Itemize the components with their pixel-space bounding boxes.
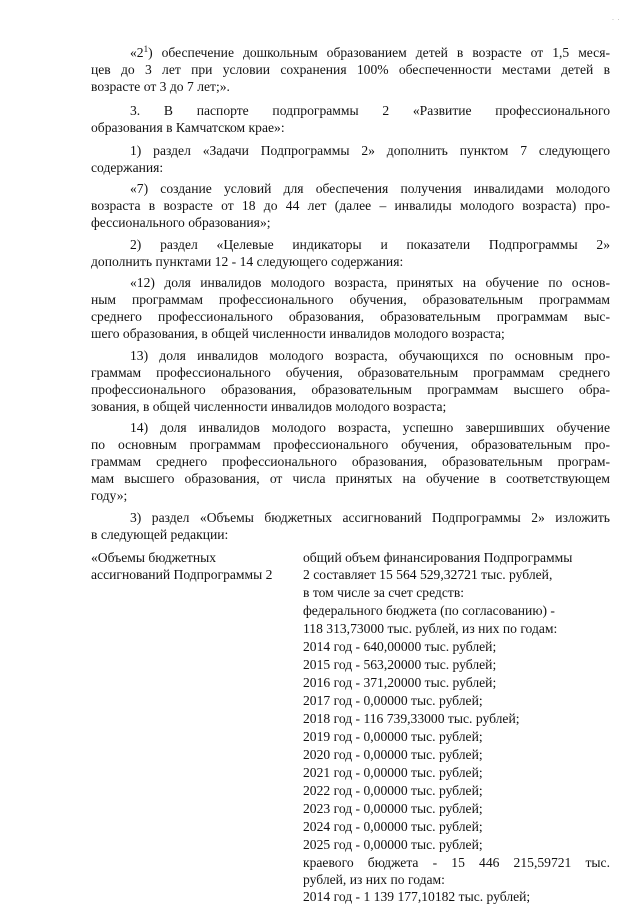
paragraph-2-line-1: 3. В паспорте подпрограммы 2 «Развитие профессионального [130,103,610,118]
paragraph-7-line-1: 13) доля инвалидов молодого возраста, обучающихся по основным про- [130,348,610,363]
table-value-line: 2 составляет 15 564 529,32721 тыс. рублей, [303,567,553,582]
table-value-line: 2017 год - 0,00000 тыс. рублей; [303,693,483,708]
paragraph-8-line-3: граммам среднего профессионального образования, образовательным програм- [91,454,610,469]
paragraph-8-line-5: году»; [91,488,128,503]
paragraph-7-line-4: зования, в общей численности инвалидов молодого возраста; [91,399,447,414]
table-value-line: общий объем финансирования Подпрограммы [303,550,573,565]
paragraph-5-line-1: 2) раздел «Целевые индикаторы и показатели Подпрограммы 2» [130,237,610,252]
table-value-line: 2015 год - 563,20000 тыс. рублей; [303,657,497,672]
corner-mark: · · [611,14,620,24]
table-value-line: 2022 год - 0,00000 тыс. рублей; [303,783,483,798]
paragraph-7-line-3: профессионального образования, образовательным программам высшего обра- [91,382,610,397]
table-value-line: рублей, из них по годам: [303,872,445,887]
paragraph-6-line-4: шего образования, в общей численности инвалидов молодого возраста; [91,326,505,341]
paragraph-4-line-2: возраста в возрасте от 18 до 44 лет (далее – инвалиды молодого возраста) про- [91,198,610,213]
paragraph-4-line-1: «7) создание условий для обеспечения получения инвалидами молодого [130,181,610,196]
paragraph-8-line-1: 14) доля инвалидов молодого возраста, успешно завершивших обучение [130,420,610,435]
table-value-line: 2014 год - 640,00000 тыс. рублей; [303,639,497,654]
paragraph-1-line-3: возрасте от 3 до 7 лет;». [91,79,230,94]
table-value-line: краевого бюджета - 15 446 215,59721 тыс. [303,855,610,870]
table-value-line: 2024 год - 0,00000 тыс. рублей; [303,819,483,834]
table-value-line: 2021 год - 0,00000 тыс. рублей; [303,765,483,780]
table-value-line: 2018 год - 116 739,33000 тыс. рублей; [303,711,520,726]
paragraph-1-line-1 [130,44,610,61]
paragraph-8-line-4: мам высшего образования, от числа принятых на обучение в соответствующем [91,471,610,486]
paragraph-6-line-2: ным программам профессионального обучения, образовательным программам [91,292,610,307]
paragraph-1-text: ) обеспечение дошкольным образованием детей в возрасте от 1,5 меся- [148,45,610,60]
table-value-line: 2025 год - 0,00000 тыс. рублей; [303,837,483,852]
table-value-line: 2020 год - 0,00000 тыс. рублей; [303,747,483,762]
paragraph-2-line-2: образования в Камчатском крае»: [91,120,285,135]
table-value-line: 2023 год - 0,00000 тыс. рублей; [303,801,483,816]
paragraph-3-line-1: 1) раздел «Задачи Подпрограммы 2» дополнить пунктом 7 следующего [130,143,610,158]
paragraph-8-line-2: по основным программам профессионального обучения, образовательным про- [91,437,610,452]
table-value-line: федерального бюджета (по согласованию) - [303,603,555,618]
paragraph-6-line-3: среднего профессионального образования, образовательным программам выс- [91,309,610,324]
table-value-line: 2019 год - 0,00000 тыс. рублей; [303,729,483,744]
table-label-line-2: ассигнований Подпрограммы 2 [91,567,273,582]
superscript-mark: 1 [143,44,149,54]
paragraph-9-line-1: 3) раздел «Объемы бюджетных ассигнований Подпрограммы 2» изложить [130,510,610,525]
paragraph-6-line-1: «12) доля инвалидов молодого возраста, принятых на обучение по основ- [130,275,610,290]
table-label-line-1: «Объемы бюджетных [91,550,217,565]
quote-open: «2 [130,45,144,60]
paragraph-7-line-2: граммам профессионального обучения, образовательным программам среднего [91,365,610,380]
table-value-line: 118 313,73000 тыс. рублей, из них по годам: [303,621,558,636]
paragraph-3-line-2: содержания: [91,160,164,175]
table-value-line: в том числе за счет средств: [303,585,465,600]
paragraph-1-line-2: цев до 3 лет при условии сохранения 100% обеспеченности местами детей в [91,62,610,77]
table-value-line: 2014 год - 1 139 177,10182 тыс. рублей; [303,889,531,904]
paragraph-5-line-2: дополнить пунктами 12 - 14 следующего содержания: [91,254,404,269]
paragraph-9-line-2: в следующей редакции: [91,527,229,542]
paragraph-4-line-3: фессионального образования»; [91,215,271,230]
table-value-line: 2016 год - 371,20000 тыс. рублей; [303,675,497,690]
